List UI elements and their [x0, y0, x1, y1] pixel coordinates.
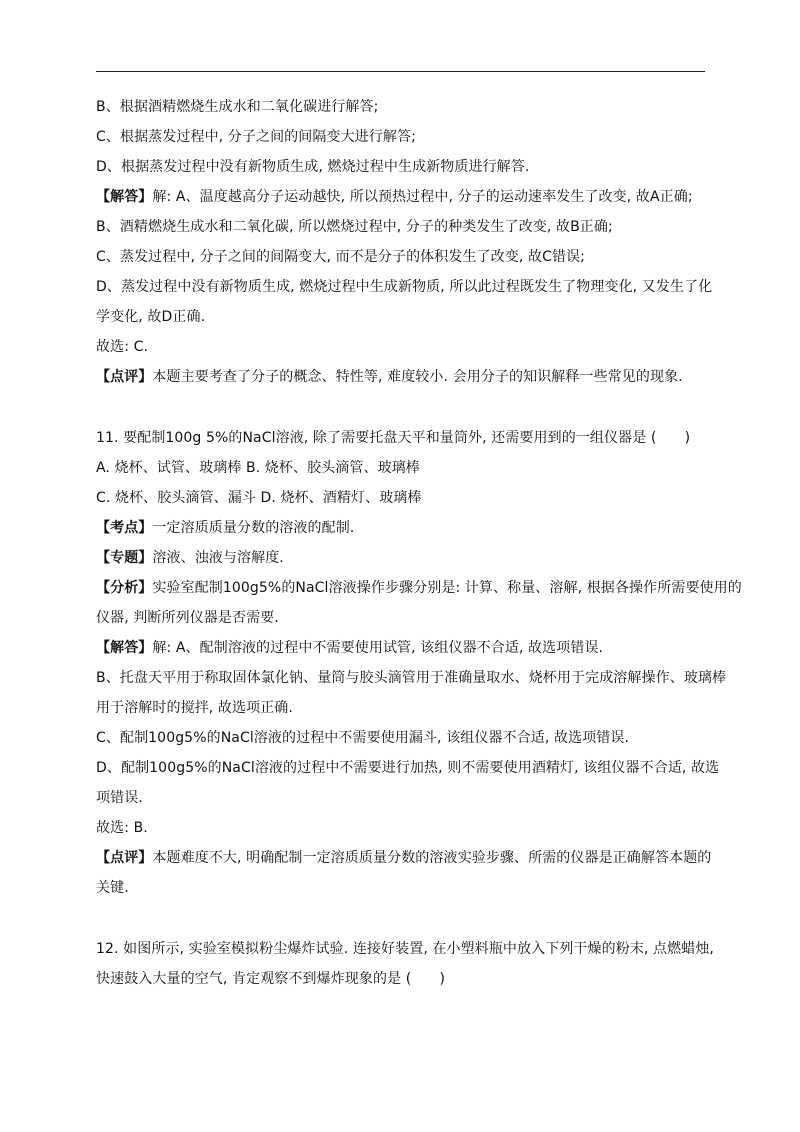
paragraph-gap [96, 392, 708, 423]
q11-fenxi-2: 仪器, 判断所列仪器是否需要. [96, 610, 279, 626]
comment-text: 本题难度不大, 明确配制一定溶质质量分数的溶液实验步骤、所需的仪器是正确解答本题的 [152, 850, 712, 866]
q10-answer-d-1: D、蒸发过程中没有新物质生成, 燃烧过程中生成新物质, 所以此过程既发生了物理变化, 又发生了化 [96, 279, 713, 295]
q10-answer-c: C、蒸发过程中, 分子之间的间隔变大, 而不是分子的体积发生了改变, 故C错误; [96, 249, 585, 265]
zhuanti-tag: 【专题】 [96, 550, 153, 566]
q10-answer-a [96, 182, 708, 212]
q11-zhuanti [96, 543, 708, 573]
q11-comment-1 [96, 843, 712, 873]
comment-text: 本题主要考查了分子的概念、特性等, 难度较小. 会用分子的知识解释一些常见的现象. [152, 369, 683, 385]
zhuanti-text: 溶液、浊液与溶解度. [152, 550, 284, 566]
q10-answer-b: B、酒精燃烧生成水和二氧化碳, 所以燃烧过程中, 分子的种类发生了改变, 故B正确; [96, 219, 613, 235]
kaodian-tag: 【考点】 [96, 520, 153, 536]
answer-tag: 【解答】 [96, 189, 153, 205]
q11-choice: 故选: B. [96, 820, 148, 836]
q11-kaodian [96, 513, 708, 543]
fenxi-text: 实验室配制100g5%的NaCl溶液操作步骤分别是: 计算、称量、溶解, 根据各操作所需要使用的 [152, 580, 742, 596]
q11-answer-b-2: 用于溶解时的搅拌, 故选项正确. [96, 700, 293, 716]
answer-tag: 【解答】 [96, 640, 153, 656]
q11-question: 11. 要配制100g 5%的NaCl溶液, 除了需要托盘天平和量筒外, 还需要用到的一组仪器是 ( ) [96, 430, 691, 446]
q11-answer-d-2: 项错误. [96, 790, 143, 806]
q10-comment [96, 362, 708, 392]
answer-text: 解: A、温度越高分子运动越快, 所以预热过程中, 分子的运动速率发生了改变, 故A正确; [152, 189, 693, 205]
document-body [96, 92, 742, 994]
q11-answer-a [96, 633, 708, 663]
q11-fenxi-1 [96, 573, 742, 603]
q11-comment-2: 关键. [96, 880, 129, 896]
q10-analysis-b: B、根据酒精燃烧生成水和二氧化碳进行解答; [96, 99, 379, 115]
q10-analysis-d: D、根据蒸发过程中没有新物质生成, 燃烧过程中生成新物质进行解答. [96, 159, 530, 175]
paragraph-gap [96, 903, 708, 934]
q12-question-1: 12. 如图所示, 实验室模拟粉尘爆炸试验. 连接好装置, 在小塑料瓶中放入下列干燥的粉末, 点燃蜡烛, [96, 941, 714, 957]
q11-answer-d-1: D、配制100g5%的NaCl溶液的过程中不需要进行加热, 则不需要使用酒精灯, 该组仪器不合适, 故选 [96, 760, 720, 776]
q10-answer-d-2: 学变化, 故D正确. [96, 309, 206, 325]
q10-choice: 故选: C. [96, 339, 148, 355]
q11-options-ab: A. 烧杯、试管、玻璃棒 B. 烧杯、胶头滴管、玻璃棒 [96, 460, 420, 476]
header-rule [96, 71, 705, 72]
q11-answer-c: C、配制100g5%的NaCl溶液的过程中不需要使用漏斗, 该组仪器不合适, 故选项错误. [96, 730, 630, 746]
q12-question-2: 快速鼓入大量的空气, 肯定观察不到爆炸现象的是 ( ) [96, 971, 446, 987]
q10-analysis-c: C、根据蒸发过程中, 分子之间的间隔变大进行解答; [96, 129, 416, 145]
comment-tag: 【点评】 [96, 369, 153, 385]
kaodian-text: 一定溶质质量分数的溶液的配制. [152, 520, 355, 536]
comment-tag: 【点评】 [96, 850, 153, 866]
q11-answer-b-1: B、托盘天平用于称取固体氯化钠、量筒与胶头滴管用于准确量取水、烧杯用于完成溶解操作、玻璃棒 [96, 670, 727, 686]
q11-options-cd: C. 烧杯、胶头滴管、漏斗 D. 烧杯、酒精灯、玻璃棒 [96, 490, 422, 506]
fenxi-tag: 【分析】 [96, 580, 153, 596]
answer-text: 解: A、配制溶液的过程中不需要使用试管, 该组仪器不合适, 故选项错误. [152, 640, 604, 656]
